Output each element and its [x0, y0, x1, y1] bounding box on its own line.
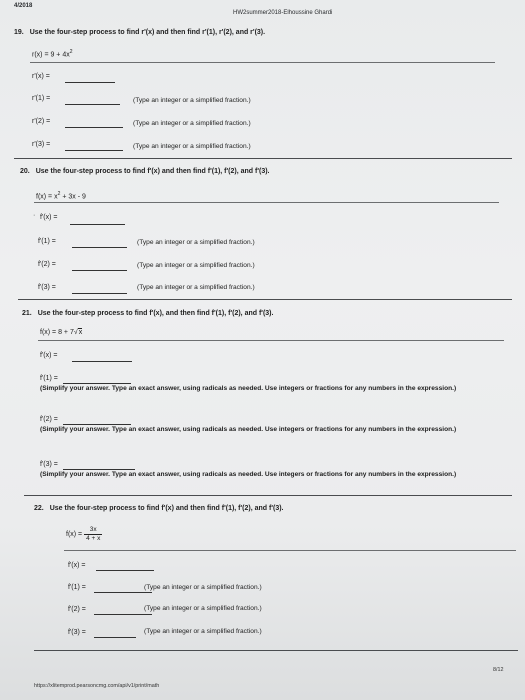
q19-row-fx-label: r'(x) =: [32, 73, 50, 80]
q19-title: [14, 29, 265, 36]
q22-row-1-hint: (Type an integer or a simplified fraction.): [144, 584, 262, 591]
q22-fraction: [84, 526, 102, 543]
q22-title: [34, 505, 284, 512]
q20-number: 20.: [20, 168, 30, 175]
q19-row-3-label: r'(3) =: [32, 141, 51, 148]
q22-prompt: Use the four-step process to find f'(x) and then find f'(1), f'(2), and f'(3).: [49, 505, 284, 512]
q20-function-base: f(x) = x: [36, 193, 58, 201]
q22-row-3-hint: (Type an integer or a simplified fraction.): [144, 628, 262, 635]
q20-row-2-label: f'(2) =: [38, 261, 56, 268]
q21-row-2-hint-simplify: (Simplify your answer.: [40, 426, 110, 433]
q21-bottom-divider: [24, 495, 512, 496]
q21-function: [40, 329, 82, 336]
q19-row-3-hint: (Type an integer or a simplified fraction.): [133, 143, 251, 150]
q22-fraction-numerator: 3x: [84, 526, 102, 535]
q21-sqrt-sign: √: [73, 329, 78, 336]
q19-row-2-hint: (Type an integer or a simplified fraction.): [133, 120, 251, 127]
q19-number: 19.: [14, 29, 24, 36]
q21-row-1-label: f'(1) =: [40, 375, 58, 382]
q20-f1-answer[interactable]: [72, 247, 127, 248]
q20-row-3-label: f'(3) =: [38, 284, 56, 291]
q21-fx-answer[interactable]: [72, 361, 132, 362]
q19-function-exponent: 2: [69, 49, 73, 55]
header-title: HW2summer2018-Elhoussine Ghardi: [233, 10, 333, 16]
q22-row-1-label: f'(1) =: [68, 584, 86, 591]
q20-function-rest: + 3x - 9: [60, 193, 86, 201]
q22-row-2-label: f'(2) =: [68, 606, 86, 613]
q21-title: [22, 310, 273, 317]
q21-row-3-label: f'(3) =: [40, 461, 58, 468]
q20-f3-answer[interactable]: [72, 293, 127, 294]
q21-row-2-label: f'(2) =: [40, 416, 58, 423]
q22-fx-answer[interactable]: [96, 570, 154, 571]
q22-f1-answer[interactable]: [94, 592, 152, 593]
q22-row-fx-label: f'(x) =: [68, 562, 86, 569]
q19-prompt: Use the four-step process to find r'(x) and then find r'(1), r'(2), and r'(3).: [29, 29, 266, 36]
q22-fraction-denominator: 4 + x: [86, 535, 101, 542]
q20-row-3-hint: (Type an integer or a simplified fraction.): [137, 284, 255, 291]
q20-row-1-label: f'(1) =: [38, 238, 56, 245]
q20-row-1-hint: (Type an integer or a simplified fraction.): [137, 239, 255, 246]
q20-row-fx-label: f'(x) =: [40, 214, 58, 221]
q21-prompt: Use the four-step process to find f'(x), and then find f'(1), f'(2), and f'(3).: [37, 310, 274, 317]
q21-row-2-hint: [40, 425, 510, 435]
q20-function: [36, 191, 86, 200]
q21-row-3-hint-simplify: (Simplify your answer.: [40, 471, 110, 478]
q20-bullet: ·: [33, 212, 36, 219]
q20-bottom-divider: [18, 299, 512, 300]
q21-row-1-hint: [40, 384, 510, 394]
q20-function-exponent: 2: [57, 191, 61, 197]
q21-function-base: f(x) = 8 + 7: [40, 329, 74, 336]
q20-title: [20, 168, 270, 175]
q20-prompt: Use the four-step process to find f'(x) and then find f'(1), f'(2), and f'(3).: [35, 168, 270, 175]
q22-row-3-label: f'(3) =: [68, 629, 86, 636]
q22-divider: [64, 550, 516, 551]
q19-function: [32, 49, 73, 58]
q19-f3-answer[interactable]: [65, 150, 123, 151]
q19-row-2-label: r'(2) =: [32, 118, 51, 125]
q21-row-fx-label: f'(x) =: [40, 352, 58, 359]
q22-bottom-divider: [34, 650, 518, 651]
q19-f1-answer[interactable]: [65, 104, 120, 105]
q20-f2-answer[interactable]: [72, 270, 127, 271]
q21-number: 21.: [22, 310, 32, 317]
header-date: 4/2018: [14, 3, 33, 9]
q21-row-3-hint-rest: Type an exact answer, using radicals as needed. Use integers or fractions for any numbers in the expression.): [110, 471, 457, 478]
q21-divider: [38, 340, 504, 341]
q19-f2-answer[interactable]: [65, 127, 123, 128]
q22-f3-answer[interactable]: [94, 637, 136, 638]
footer-url: https://xlitemprod.pearsoncmg.com/api/v1/print/math: [34, 683, 160, 689]
q19-divider: [30, 62, 495, 63]
q19-fx-answer[interactable]: [65, 82, 115, 83]
q20-fx-answer[interactable]: [70, 224, 125, 225]
q19-row-1-label: r'(1) =: [32, 95, 51, 102]
q19-function-base: r(x) = 9 + 4x: [32, 51, 70, 59]
q21-row-1-hint-simplify: (Simplify your answer.: [40, 385, 110, 392]
q22-row-2-hint: (Type an integer or a simplified fraction.): [144, 605, 262, 612]
q19-bottom-divider: [14, 158, 512, 159]
q22-function: [66, 526, 102, 543]
page-number: 8/12: [493, 667, 504, 673]
q21-row-1-hint-rest: Type an exact answer, using radicals as needed. Use integers or fractions for any numbers in the expression.): [110, 385, 457, 392]
q21-row-3-hint: [40, 470, 510, 480]
q22-function-base: f(x) =: [66, 531, 83, 538]
q20-row-2-hint: (Type an integer or a simplified fraction.): [137, 262, 255, 269]
q21-function-radicand: x: [78, 329, 83, 336]
q22-number: 22.: [34, 505, 44, 512]
q21-row-2-hint-rest: Type an exact answer, using radicals as needed. Use integers or fractions for any numbers in the expression.): [110, 426, 457, 433]
q20-divider: [34, 202, 499, 203]
q22-f2-answer[interactable]: [94, 614, 152, 615]
q19-row-1-hint: (Type an integer or a simplified fraction.): [133, 97, 251, 104]
